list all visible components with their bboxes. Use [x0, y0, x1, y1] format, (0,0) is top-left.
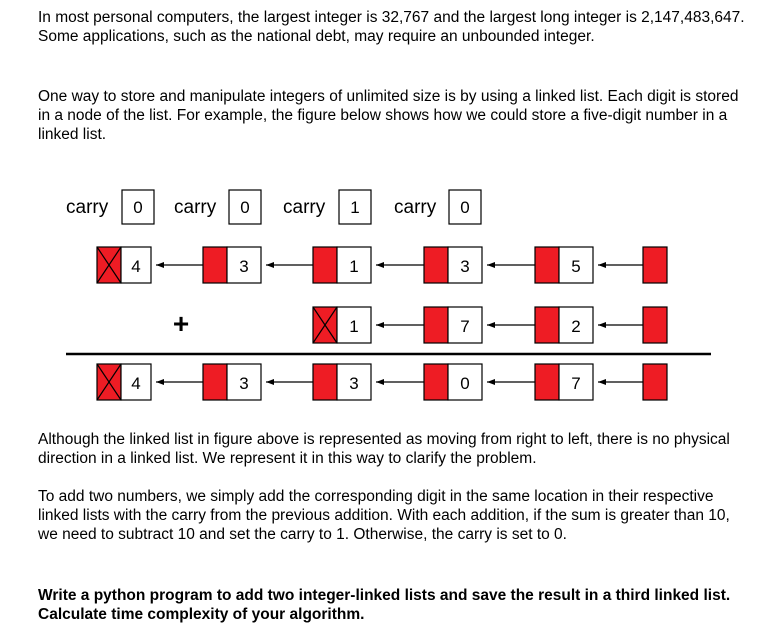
list-node: [313, 307, 371, 343]
plus-sign: +: [172, 308, 190, 339]
carry-value: 0: [133, 198, 143, 217]
list-node: [203, 247, 261, 283]
carry-label: carry: [394, 197, 437, 218]
task-paragraph: Write a python program to add two integer-linked lists and save the result in a third linked list. Calculate time complexity of your algorithm.: [38, 587, 731, 623]
addition-method-paragraph: To add two numbers, we simply add the corresponding digit in the same location in their respective linked lists with the carry from the previous addition. With each addition, if the sum is greater than 10, we need to subtract 10 and set the carry to 1. Otherwise, the carry is set to 0.: [38, 488, 730, 543]
list-node: [313, 247, 371, 283]
digit-value: 0: [460, 374, 470, 393]
digit-value: 4: [131, 374, 141, 393]
digit-value: 1: [349, 257, 359, 276]
carry-value: 0: [240, 198, 250, 217]
digit-value: 4: [131, 257, 141, 276]
digit-value: 2: [571, 317, 581, 336]
pointer-cell: [424, 364, 448, 400]
list-node: [535, 247, 593, 283]
carry-value: 1: [350, 198, 360, 217]
carry-value: 0: [460, 198, 470, 217]
pointer-cell: [424, 307, 448, 343]
pointer-cell: [535, 364, 559, 400]
intro-paragraph: In most personal computers, the largest integer is 32,767 and the largest long integer is 2,147,483,647. Some applications, such as the national debt, may require an unbounded integer.: [38, 9, 745, 45]
pointer-cell: [424, 247, 448, 283]
linked-list-paragraph: One way to store and manipulate integers of unlimited size is by using a linked list. Each digit is stored in a node of the list. For example, the figure below shows how we could store a five-digit number in a linked list.: [38, 88, 739, 143]
digit-value: 7: [571, 374, 581, 393]
head-pointer-cell: [643, 364, 667, 400]
digit-value: 1: [349, 317, 359, 336]
digit-value: 5: [571, 257, 581, 276]
pointer-cell: [203, 247, 227, 283]
list-node: [424, 247, 482, 283]
digit-value: 3: [239, 257, 249, 276]
list-node: [203, 364, 261, 400]
pointer-cell: [535, 247, 559, 283]
carry-label: carry: [66, 197, 109, 218]
first-number-list: [97, 247, 667, 283]
pointer-cell: [535, 307, 559, 343]
list-node: [535, 307, 593, 343]
head-pointer-cell: [643, 307, 667, 343]
list-node: [535, 364, 593, 400]
digit-value: 3: [460, 257, 470, 276]
list-node: [424, 364, 482, 400]
digit-value: 7: [460, 317, 470, 336]
list-node: [97, 364, 151, 400]
second-number-list: [313, 307, 667, 343]
direction-note-paragraph: Although the linked list in figure above is represented as moving from right to left, there is no physical direction in a linked list. We represent it in this way to clarify the problem.: [38, 431, 730, 467]
list-node: [97, 247, 151, 283]
pointer-cell: [313, 247, 337, 283]
linked-list-addition-figure: [0, 178, 764, 420]
carry-label: carry: [283, 197, 326, 218]
digit-value: 3: [239, 374, 249, 393]
list-node: [313, 364, 371, 400]
digit-value: 3: [349, 374, 359, 393]
head-pointer-cell: [643, 247, 667, 283]
carry-row: [66, 190, 481, 224]
result-list: [97, 364, 667, 400]
pointer-cell: [313, 364, 337, 400]
list-node: [424, 307, 482, 343]
carry-label: carry: [174, 197, 217, 218]
pointer-cell: [203, 364, 227, 400]
